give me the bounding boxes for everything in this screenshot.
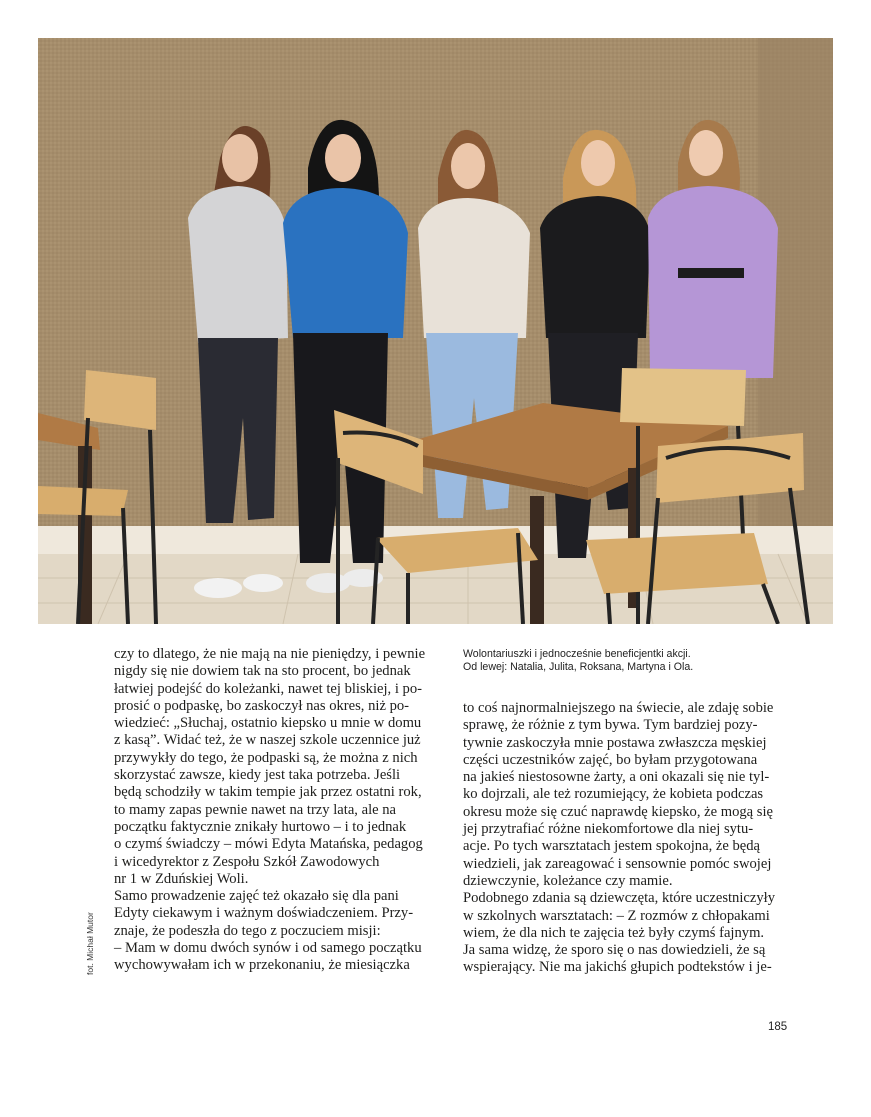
text-line: Podobnego zdania są dziewczęta, które uczestniczyły [463, 890, 776, 907]
article-photo [38, 38, 833, 624]
text-line: na jakieś niestosowne żarty, a oni okazali się nie tyl- [463, 769, 770, 786]
text-line: ko dojrzali, ale też rozumiejący, że kobieta podczas [463, 786, 764, 803]
text-line: znaje, że podeszła do tego z poczuciem misji: [114, 922, 381, 939]
text-line: początku faktycznie znikały hurtowo – i to jednak [114, 818, 407, 835]
text-line: łatwiej podejść do koleżanki, nawet tej bliskiej, i po- [114, 680, 423, 697]
text-line: wiedzieć: „Słuchaj, ostatnio kiepsko u mnie w domu [114, 715, 422, 732]
text-line: przywykły do tego, że podpaski są, że można z nich [114, 749, 418, 766]
caption-line: Wolontariuszki i jednocześnie beneficjentki akcji. [463, 648, 691, 660]
text-line: prosić o podpaskę, bo zaskoczył nas okres, niż po- [114, 697, 410, 714]
text-line: to coś najnormalniejszego na świecie, ale zdaję sobie [463, 700, 774, 716]
text-line: w szkolnych warsztatach: – Z rozmów z chłopakami [463, 907, 770, 924]
photo-credit: fot. Michał Mutor [85, 912, 95, 975]
text-line: o czymś świadczy – mówi Edyta Matańska, pedagog [114, 836, 423, 853]
text-line: Samo prowadzenie zajęć też okazało się dla pani [114, 888, 399, 905]
text-line: części uczestników zajęć, bo byłam przygotowana [463, 751, 758, 768]
text-line: jej przytrafiać różne niekomfortowe dla niej sytu- [463, 821, 754, 838]
text-line: Edyty ciekawym i ważnym doświadczeniem. Przy- [114, 905, 414, 922]
text-line: czy to dlatego, że nie mają na nie pieniędzy, i pewnie [114, 646, 426, 662]
text-line: okresu może się czuć naprawdę kiepsko, że mogą się [463, 803, 773, 820]
caption-line: Od lewej: Natalia, Julita, Roksana, Martyna i Ola. [463, 661, 694, 673]
text-line: i wicedyrektor z Zespołu Szkół Zawodowych [114, 853, 380, 870]
text-line: wiem, że dla nich te zajęcia też były czymś fajnym. [463, 924, 765, 941]
page-number: 185 [768, 1021, 788, 1033]
text-line: – Mam w domu dwóch synów i od samego początku [114, 940, 422, 957]
text-line: nigdy się nie dowiem tak na sto procent, bo jednak [114, 663, 411, 680]
text-line: skorzystać zawsze, kiedy jest taka potrzeba. Jeśli [114, 767, 401, 784]
text-line: wychowywałam ich w przekonaniu, że miesiączka [114, 957, 410, 974]
text-line: to mamy zapas pewnie nawet na trzy lata, ale na [114, 801, 397, 818]
text-line: nr 1 w Zduńskiej Woli. [114, 870, 249, 887]
text-line: dziewczynie, koleżance czy mamie. [463, 872, 673, 889]
text-line: z kasą”. Widać też, że w naszej szkole uczennice już [114, 732, 421, 749]
text-line: tywnie zaskoczyła mnie postawa zwłaszcza męskiej [463, 734, 767, 751]
article-column-left [114, 646, 444, 975]
text-line: wspierający. Nie ma jakichś głupich podtekstów i je- [463, 959, 772, 976]
text-line: sprawę, że różnie z tym bywa. Tym bardziej pozy- [463, 717, 758, 734]
text-line: Ja sama widzę, że sporo się o nas dowiedzieli, że są [463, 942, 766, 959]
text-line: acje. Po tych warsztatach jestem spokojna, że będą [463, 838, 761, 855]
photo-illustration [38, 38, 833, 624]
text-line: będą schodziły w takim tempie jak przez ostatni rok, [114, 784, 422, 801]
text-line: wiedzieli, jak zareagować i sensownie pomóc swojej [463, 855, 772, 872]
article-column-right [463, 700, 793, 977]
photo-caption [463, 648, 793, 674]
